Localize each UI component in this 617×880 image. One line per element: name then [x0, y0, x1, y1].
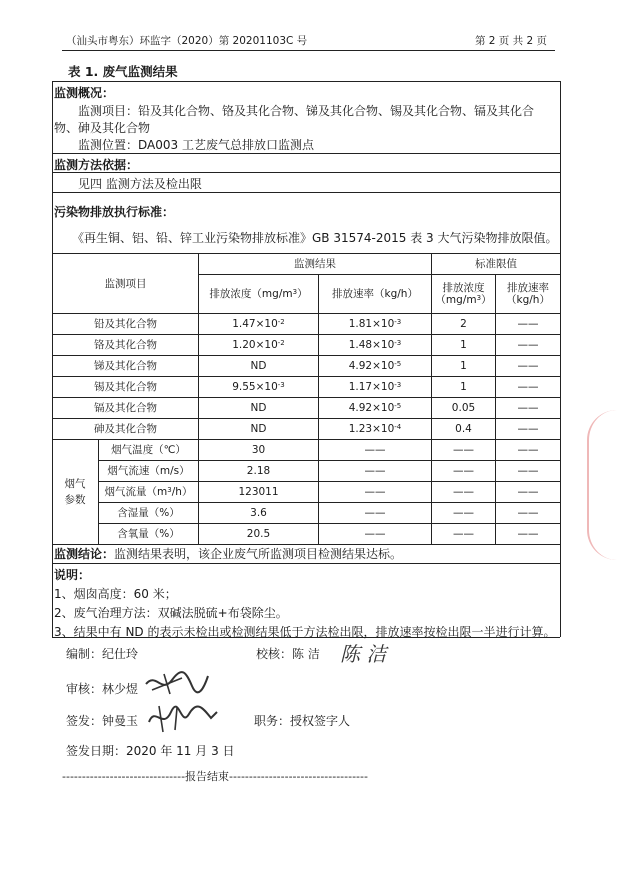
conc-value: 20.5 [199, 524, 319, 545]
flue-group-label: 烟气 参数 [53, 440, 199, 545]
signer-position: 职务：授权签字人 [254, 714, 351, 728]
notes-title: 说明： [54, 568, 91, 582]
overview-items-line1: 监测项目：铅及其化合物、铬及其化合物、锑及其化合物、锡及其化合物、镉及其化合 [78, 104, 535, 118]
limit-conc-value: 0.05 [432, 398, 496, 419]
pollutant-name: 砷及其化合物 [53, 419, 199, 440]
limit-rate-value: —— [496, 398, 561, 419]
divider [52, 192, 560, 193]
table-row [53, 356, 561, 377]
notes [54, 566, 555, 642]
report-number: （汕头市粤东）环监字（2020）第 20201103C 号 [66, 35, 308, 47]
notes-right-line [560, 563, 561, 637]
note-item: 2、废气治理方法：双碱法脱硫+布袋除尘。 [54, 606, 288, 620]
limit-rate-value: —— [496, 440, 561, 461]
conc-value: ND [199, 419, 319, 440]
divider [52, 153, 560, 154]
standard-title: 污染物排放执行标准： [54, 205, 175, 219]
note-item: 3、结果中有 ND 的表示未检出或检测结果低于方法检出限，排放速率按检出限一半进行计算。 [54, 625, 556, 639]
limit-rate-value: —— [496, 314, 561, 335]
notes-left-line [52, 563, 53, 637]
compiler: 编制：纪仕玲 [66, 647, 139, 661]
limit-rate-value: —— [496, 461, 561, 482]
rate-value: —— [319, 440, 432, 461]
divider [52, 172, 560, 173]
header-divider [62, 50, 555, 51]
method-title: 监测方法依据： [54, 158, 139, 172]
table-row [53, 377, 561, 398]
limit-conc-value: —— [432, 524, 496, 545]
conc-value: ND [199, 356, 319, 377]
reviewer-signature [142, 668, 212, 698]
rate-value: $4.92\times 10^{-5}$ [319, 398, 432, 419]
rate-value: —— [319, 482, 432, 503]
rate-value: $1.81\times 10^{-3}$ [319, 314, 432, 335]
pollutant-name: 锑及其化合物 [53, 356, 199, 377]
flue-param-name: 烟气流量$(m^3/h)$ [98, 482, 198, 503]
pollutant-name: 铅及其化合物 [53, 314, 199, 335]
signer-signature [145, 702, 220, 734]
limit-rate-value: —— [496, 419, 561, 440]
col-rate-header: 排放速率（kg/h） [319, 275, 432, 314]
rate-value: $1.23\times 10^{-4}$ [319, 419, 432, 440]
conc-value: $1.47\times 10^{-2}$ [199, 314, 319, 335]
limit-rate-value: —— [496, 503, 561, 524]
flue-param-name: 烟气流速（m/s） [98, 461, 198, 482]
rate-value: —— [319, 503, 432, 524]
limit-conc-value: 0.4 [432, 419, 496, 440]
pollutant-name: 镉及其化合物 [53, 398, 199, 419]
limit-conc-value: 1 [432, 335, 496, 356]
page-number: 第 2 页 共 2 页 [474, 35, 547, 47]
limit-rate-value: —— [496, 524, 561, 545]
limit-conc-value: 1 [432, 377, 496, 398]
overview-items-line2: 物、砷及其化合物 [54, 121, 151, 135]
table-row [53, 335, 561, 356]
report-end: -------------------------------报告结束----------------------------------- [62, 770, 368, 783]
rate-value: —— [319, 524, 432, 545]
issue-date: 签发日期：2020 年 11 月 3 日 [66, 744, 235, 758]
overview-location: 监测位置：DA003 工艺废气总排放口监测点 [78, 138, 314, 152]
table-row [53, 314, 561, 335]
conc-value: 3.6 [199, 503, 319, 524]
rate-value: $1.48\times 10^{-3}$ [319, 335, 432, 356]
conclusion: 监测结论：监测结果表明，该企业废气所监测项目检测结果达标。 [54, 547, 403, 561]
divider [52, 637, 560, 638]
col-limit-conc-header: 排放浓度 $(mg/m^3)$ [432, 275, 496, 314]
overview-title: 监测概况： [54, 86, 115, 100]
stamp-edge [587, 410, 617, 560]
frame-top-line [52, 81, 560, 82]
rate-value: $1.17\times 10^{-3}$ [319, 377, 432, 398]
flue-param-name: 含氧量（%） [98, 524, 198, 545]
rate-value: $4.92\times 10^{-5}$ [319, 356, 432, 377]
rate-value: —— [319, 461, 432, 482]
flue-param-name: 含湿量（%） [98, 503, 198, 524]
col-limit-rate-header: 排放速率 （kg/h） [496, 275, 561, 314]
standard-text: 《再生铜、铝、铅、锌工业污染物排放标准》GB 31574-2015 表 3 大气污染物排放限值。 [72, 231, 558, 245]
checker: 校核：陈 洁 [256, 647, 320, 661]
limit-conc-value: 1 [432, 356, 496, 377]
conc-value: $1.20\times 10^{-2}$ [199, 335, 319, 356]
conc-value: 123011 [199, 482, 319, 503]
col-conc-header: 排放浓度$(mg/m^3)$ [199, 275, 319, 314]
limit-rate-value: —— [496, 356, 561, 377]
checker-signature: 陈 洁 [340, 642, 387, 666]
col-results-header: 监测结果 [199, 254, 432, 275]
divider [52, 563, 560, 564]
limit-rate-value: —— [496, 482, 561, 503]
pollutant-name: 锡及其化合物 [53, 377, 199, 398]
note-item: 1、烟囱高度：60 米； [54, 587, 177, 601]
table-row [53, 398, 561, 419]
limit-conc-value: —— [432, 503, 496, 524]
method-text: 见四 监测方法及检出限 [78, 177, 202, 191]
conc-value: 30 [199, 440, 319, 461]
signer: 签发：钟曼玉 [66, 714, 139, 728]
reviewer: 审核：林少煜 [66, 682, 139, 696]
conc-value: ND [199, 398, 319, 419]
flue-param-name: 烟气温度（℃） [98, 440, 198, 461]
conc-value: $9.55\times 10^{-3}$ [199, 377, 319, 398]
limit-conc-value: 2 [432, 314, 496, 335]
pollutant-name: 铬及其化合物 [53, 335, 199, 356]
conc-value: 2.18 [199, 461, 319, 482]
limit-conc-value: —— [432, 482, 496, 503]
table-row [53, 419, 561, 440]
limit-rate-value: —— [496, 377, 561, 398]
limit-rate-value: —— [496, 335, 561, 356]
col-limits-header: 标准限值 [432, 254, 561, 275]
col-item-header: 监测项目 [53, 254, 199, 314]
limit-conc-value: —— [432, 461, 496, 482]
table-title: 表 1. 废气监测结果 [68, 64, 178, 79]
limit-conc-value: —— [432, 440, 496, 461]
